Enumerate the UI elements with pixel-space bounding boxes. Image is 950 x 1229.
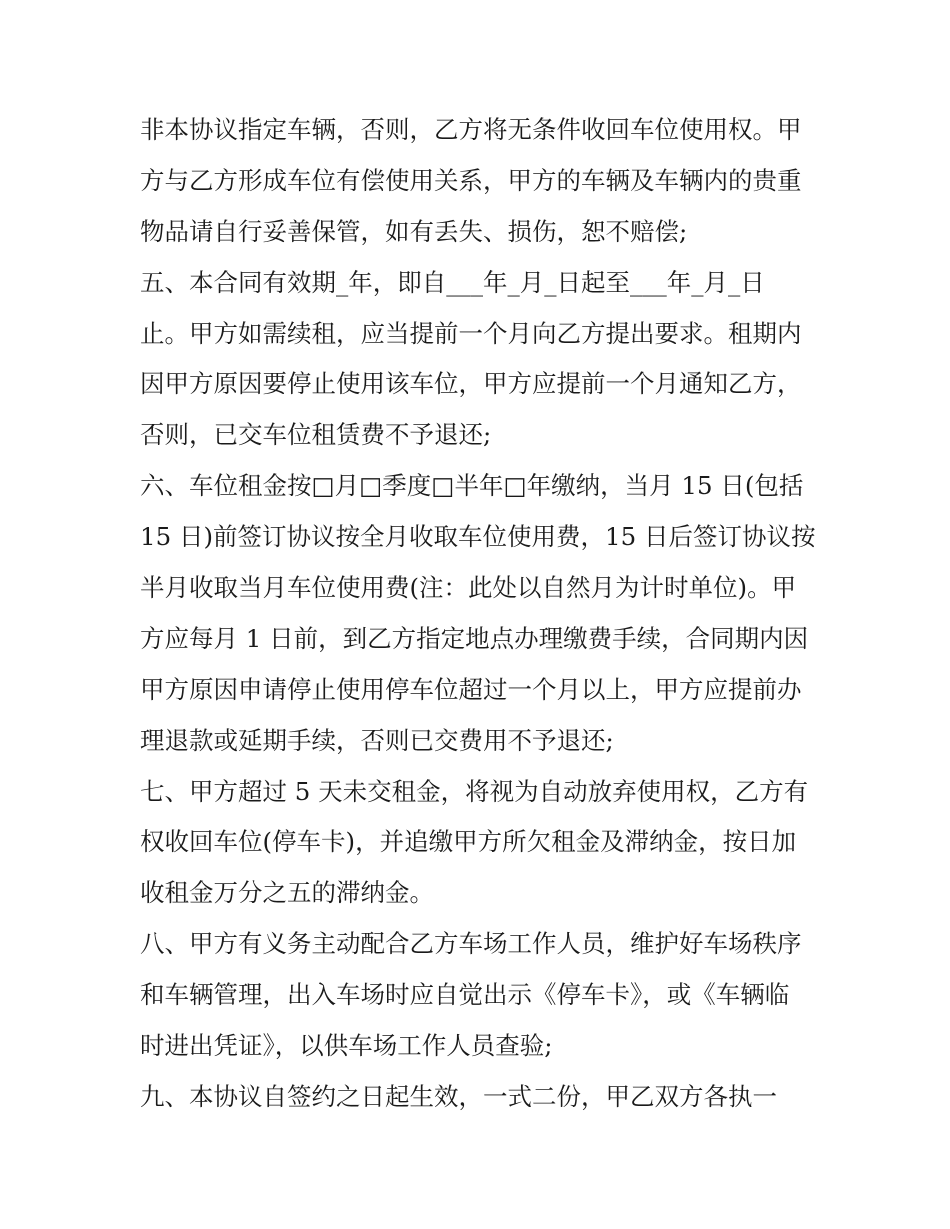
contract-body [140,105,830,1123]
text-line: 和车辆管理，出入车场时应自觉出示《停车卡》，或《车辆临 [140,980,790,1010]
text-line: 时进出凭证》，以供车场工作人员查验; [140,1031,553,1061]
text-line: 理退款或延期手续，否则已交费用不予退还; [140,725,614,755]
text-line: 物品请自行妥善保管，如有丢失、损伤，恕不赔偿; [140,216,688,246]
text-line: 方与乙方形成车位有偿使用关系，甲方的车辆及车辆内的贵重 [140,165,802,195]
clause-seven-line: 七、甲方超过 5 天未交租金，将视为自动放弃使用权，乙方有 [140,776,809,806]
text-line: 收租金万分之五的滞纳金。 [140,878,434,908]
clause-six-line: 六、车位租金按□月□季度□半年□年缴纳，当月 15 日(包括 [140,471,804,501]
text-line: 15 日)前签订协议按全月收取车位使用费，15 日后签订协议按 [140,522,816,552]
text-line: 方应每月 1 日前，到乙方指定地点办理缴费手续，合同期内因 [140,623,809,653]
text-line: 止。甲方如需续租，应当提前一个月向乙方提出要求。租期内 [140,318,802,348]
text-line: 甲方原因申请停止使用停车位超过一个月以上，甲方应提前办 [140,674,802,704]
clause-five-line: 五、本合同有效期_年，即自___年_月_日起至___年_月_日 [140,267,765,297]
text-line: 非本协议指定车辆，否则，乙方将无条件收回车位使用权。甲 [140,115,802,144]
clause-eight-line: 八、甲方有义务主动配合乙方车场工作人员，维护好车场秩序 [140,929,802,959]
text-line: 因甲方原因要停止使用该车位，甲方应提前一个月通知乙方， [140,369,802,399]
text-line: 权收回车位(停车卡)，并追缴甲方所欠租金及滞纳金，按日加 [140,827,797,857]
text-line: 否则，已交车位租赁费不予退还; [140,420,492,450]
text-line: 半月收取当月车位使用费(注：此处以自然月为计时单位)。甲 [140,573,797,603]
clause-nine-line: 九、本协议自签约之日起生效，一式二份，甲乙双方各执一 [140,1081,777,1111]
